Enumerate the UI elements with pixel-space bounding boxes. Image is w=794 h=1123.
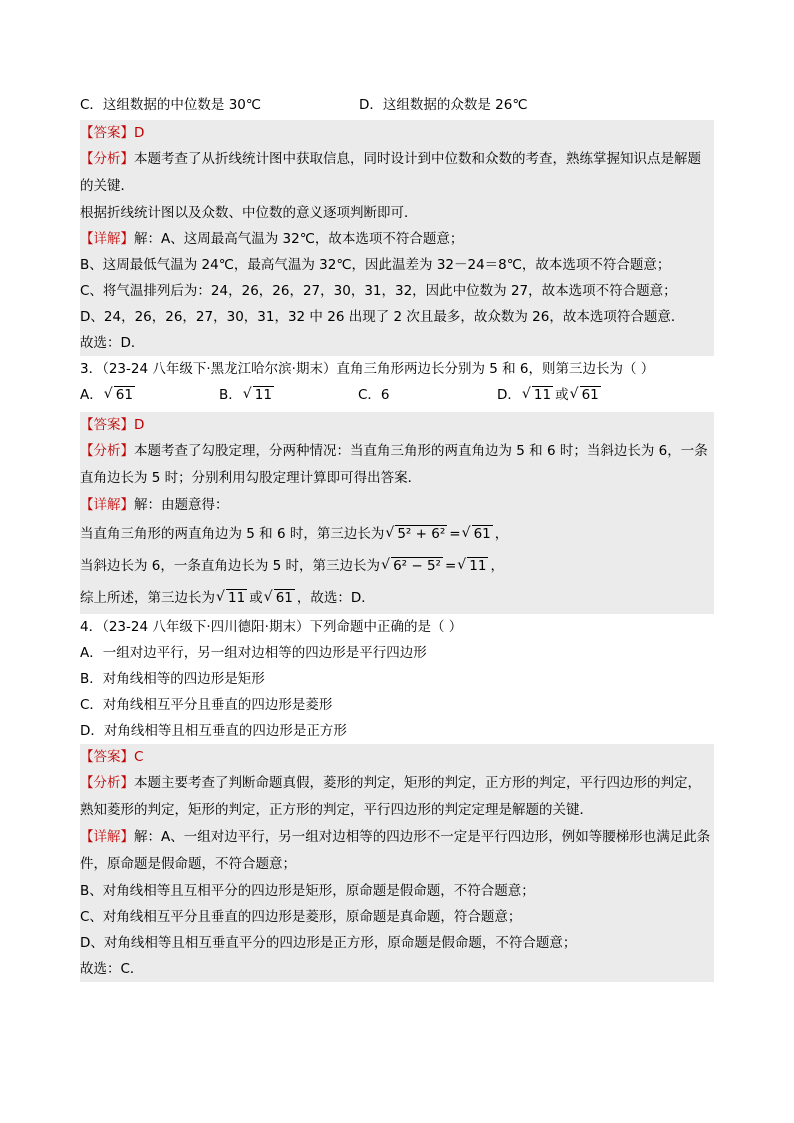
sqrt-symbol xyxy=(386,518,447,550)
analysis-text: 本题主要考查了判断命题真假，菱形的判定，矩形的判定，正方形的判定，平行四边形的判定，熟知菱形的判定，矩形的判定，正方形的判定，平行四边形的判定定理是解题的关键． xyxy=(80,775,701,818)
q2-answer xyxy=(80,120,714,146)
case-text: 当直角三角形的两直角边为 5 和 6 时，第三边长为 xyxy=(80,526,385,542)
q4-detail-d: D、对角线相等且相互垂直平分的四边形是正方形，原命题是假命题，不符合题意； xyxy=(80,935,577,951)
punctuation: ， xyxy=(494,526,509,542)
q2-detail-b: B、这周最低气温为 24℃，最高气温为 32℃，因此温差为 32－24＝8℃，故本选项不符合题意； xyxy=(80,257,671,273)
answer-tag: 【答案】 xyxy=(80,417,134,433)
q3-analysis xyxy=(80,438,714,492)
q2-option-c: C．这组数据的中位数是 30℃ xyxy=(80,97,262,113)
or-word: 或 xyxy=(555,387,569,403)
radicand: 61 xyxy=(473,526,491,542)
answer-tag: 【答案】 xyxy=(80,749,134,765)
q2-analysis xyxy=(80,146,714,200)
q2-options-row xyxy=(80,92,714,120)
q3-summary xyxy=(80,582,714,614)
q3-case1 xyxy=(80,518,714,550)
q3-solution-block xyxy=(80,412,714,614)
equals-sign: = xyxy=(444,558,457,574)
q2-solution-block xyxy=(80,120,714,356)
q4-option-c: C．对角线相互平分且垂直的四边形是菱形 xyxy=(80,697,333,713)
or-word: 或 xyxy=(249,590,263,606)
q3-detail-intro xyxy=(80,492,714,518)
q3-option-a xyxy=(80,382,137,408)
sqrt-symbol xyxy=(463,518,493,550)
q2-conclusion: 故选：D． xyxy=(80,335,145,351)
sqrt-symbol xyxy=(105,382,135,408)
radicand: 61 xyxy=(581,387,599,403)
q4-conclusion: 故选：C． xyxy=(80,961,144,977)
sqrt-symbol xyxy=(265,582,295,614)
q4-solution-block xyxy=(80,744,714,982)
radicand: 61 xyxy=(275,590,293,606)
q4-stem: 4．（23-24 八年级下·四川德阳·期末）下列命题中正确的是（ ） xyxy=(80,619,463,635)
q4-detail-a xyxy=(80,824,714,878)
case-text: 当斜边长为 6，一条直角边长为 5 时，第三边长为 xyxy=(80,558,381,574)
sqrt-symbol xyxy=(382,550,443,582)
answer-value: D xyxy=(134,125,145,141)
detail-tag: 【详解】 xyxy=(80,829,134,845)
radicand: 6² − 5² xyxy=(393,558,441,574)
document-page xyxy=(80,92,714,982)
answer-value: D xyxy=(134,417,145,433)
analysis-tag: 【分析】 xyxy=(80,443,134,459)
q3-option-d xyxy=(497,382,603,408)
sqrt-symbol xyxy=(523,382,553,408)
detail-text: 解：A、这周最高气温为 32℃，故本选项不符合题意； xyxy=(134,231,464,247)
analysis-tag: 【分析】 xyxy=(80,775,134,791)
detail-tag: 【详解】 xyxy=(80,231,134,247)
q4-option-d: D．对角线相等且相互垂直的四边形是正方形 xyxy=(80,723,347,739)
analysis-tag: 【分析】 xyxy=(80,151,134,167)
q4-detail-c: C、对角线相互平分且垂直的四边形是菱形，原命题是真命题，符合题意； xyxy=(80,909,522,925)
analysis-text: 本题考查了勾股定理，分两种情况：当直角三角形的两直角边为 5 和 6 时；当斜边长为 6，一条直角边长为 5 时；分别利用勾股定理计算即可得出答案． xyxy=(80,443,708,486)
radicand: 11 xyxy=(469,558,487,574)
answer-value: C xyxy=(134,749,144,765)
q3-option-c: C．6 xyxy=(358,387,390,403)
q2-option-d: D．这组数据的众数是 26℃ xyxy=(359,97,528,113)
detail-tag: 【详解】 xyxy=(80,497,134,513)
sqrt-symbol xyxy=(458,550,488,582)
q3-options-row xyxy=(80,382,714,412)
option-prefix: A． xyxy=(80,387,103,403)
radicand: 11 xyxy=(228,590,246,606)
option-prefix: B． xyxy=(219,387,242,403)
q2-analysis2: 根据折线统计图以及众数、中位数的意义逐项判断即可． xyxy=(80,205,418,221)
answer-tag: 【答案】 xyxy=(80,125,134,141)
radicand: 11 xyxy=(254,387,272,403)
q3-stem: 3．（23-24 八年级下·黑龙江哈尔滨·期末）直角三角形两边长分别为 5 和 6，则第三边长为（ ） xyxy=(80,361,655,377)
summary-text: 综上所述，第三边长为 xyxy=(80,590,215,606)
radicand: 5² + 6² xyxy=(397,526,446,542)
sqrt-symbol xyxy=(217,582,247,614)
sqrt-symbol xyxy=(571,382,601,408)
q2-detail-c: C、将气温排列后为：24，26，26，27，30，31，32，因此中位数为 27，故本选项不符合题意； xyxy=(80,283,677,299)
detail-text: 解：由题意得： xyxy=(134,497,229,513)
q3-answer xyxy=(80,412,714,438)
sqrt-symbol xyxy=(244,382,274,408)
q3-case2 xyxy=(80,550,714,582)
q4-analysis xyxy=(80,770,714,824)
q2-detail-a xyxy=(80,226,714,252)
equals-sign: = xyxy=(449,526,461,542)
q4-answer xyxy=(80,744,714,770)
radicand: 11 xyxy=(533,387,552,403)
analysis-text: 本题考查了从折线统计图中获取信息，同时设计到中位数和众数的考查，熟练掌握知识点是解题的关键． xyxy=(80,151,701,194)
punctuation: ， xyxy=(490,558,504,574)
summary-end: ，故选：D． xyxy=(296,590,375,606)
q4-detail-b: B、对角线相等且互相平分的四边形是矩形，原命题是假命题，不符合题意； xyxy=(80,883,535,899)
option-prefix: D． xyxy=(497,387,521,403)
q4-option-a: A．一组对边平行，另一组对边相等的四边形是平行四边形 xyxy=(80,645,427,661)
q3-option-b xyxy=(219,382,276,408)
q4-option-b: B．对角线相等的四边形是矩形 xyxy=(80,671,265,687)
detail-text: 解：A、一组对边平行，另一组对边相等的四边形不一定是平行四边形，例如等腰梯形也满足此条件，原命题是假命题，不符合题意； xyxy=(80,829,711,872)
radicand: 61 xyxy=(115,387,133,403)
q2-detail-d: D、24，26，26，27，30，31，32 中 26 出现了 2 次且最多，故众数为 26，故本选项符合题意． xyxy=(80,309,685,325)
